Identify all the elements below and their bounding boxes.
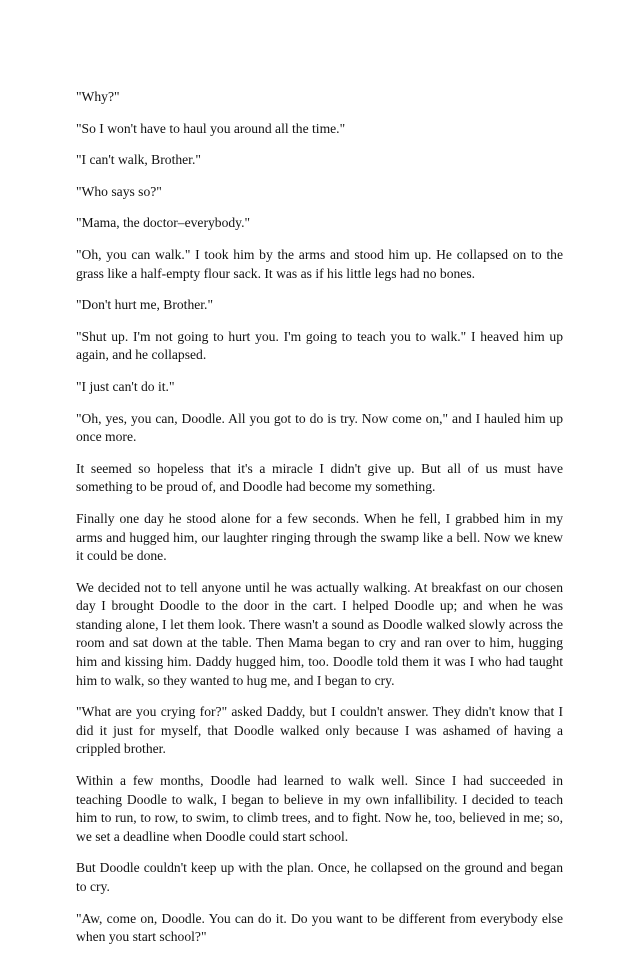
- paragraph-1: "Why?": [76, 89, 120, 104]
- paragraph-15: Within a few months, Doodle had learned to walk well. Since I had succeeded in teaching Doodle to walk, I began to believe in my own infallibility. I decided to teach him to run, to row, to swim, to climb trees, and to fight. Now he, too, believed in me; so, we set a deadline when Doodle could start school.: [76, 773, 563, 844]
- paragraph-16: But Doodle couldn't keep up with the plan. Once, he collapsed on the ground and began to cry.: [76, 860, 563, 894]
- paragraph-6: "Oh, you can walk." I took him by the arms and stood him up. He collapsed on to the grass like a half-empty flour sack. It was as if his little legs had no bones.: [76, 246, 563, 281]
- paragraph-17: "Aw, come on, Doodle. You can do it. Do you want to be different from everybody else when you start school?": [76, 910, 563, 945]
- paragraph-12: Finally one day he stood alone for a few seconds. When he fell, I grabbed him in my arms and hugged him, our laughter ringing through the swamp like a bell. Now we knew it could be done.: [76, 510, 563, 564]
- paragraph-11: It seemed so hopeless that it's a miracle I didn't give up. But all of us must have something to be proud of, and Doodle had become my something.: [76, 460, 563, 495]
- document-page: [76, 88, 563, 960]
- paragraph-14: "What are you crying for?" asked Daddy, but I couldn't answer. They didn't know that I did it just for myself, that Doodle walked only because I was ashamed of having a crippled brother.: [76, 704, 563, 757]
- paragraph-13: We decided not to tell anyone until he was actually walking. At breakfast on our chosen day I brought Doodle to the door in the cart. I helped Doodle up; and when he was standing alone, I let them look. There wasn't a sound as Doodle walked slowly across the room and sat down at the table. Then Mama began to cry and ran over to him, hugging him and kissing him. Daddy hugged him, too. Doodle told them it was I who had taught him to walk, so they wanted to hug me, and I began to cry.: [76, 579, 563, 688]
- paragraph-9: "I just can't do it.": [76, 378, 175, 394]
- paragraph-5: "Mama, the doctor–everybody.": [76, 215, 251, 231]
- paragraph-7: "Don't hurt me, Brother.": [76, 297, 214, 313]
- paragraph-2: "So I won't have to haul you around all the time.": [76, 120, 346, 136]
- paragraph-8: "Shut up. I'm not going to hurt you. I'm going to teach you to walk." I heaved him up again, and he collapsed.: [76, 328, 563, 363]
- paragraph-4: "Who says so?": [76, 183, 162, 199]
- paragraph-10: "Oh, yes, you can, Doodle. All you got to do is try. Now come on," and I hauled him up once more.: [76, 410, 563, 445]
- paragraph-3: "I can't walk, Brother.": [76, 152, 201, 168]
